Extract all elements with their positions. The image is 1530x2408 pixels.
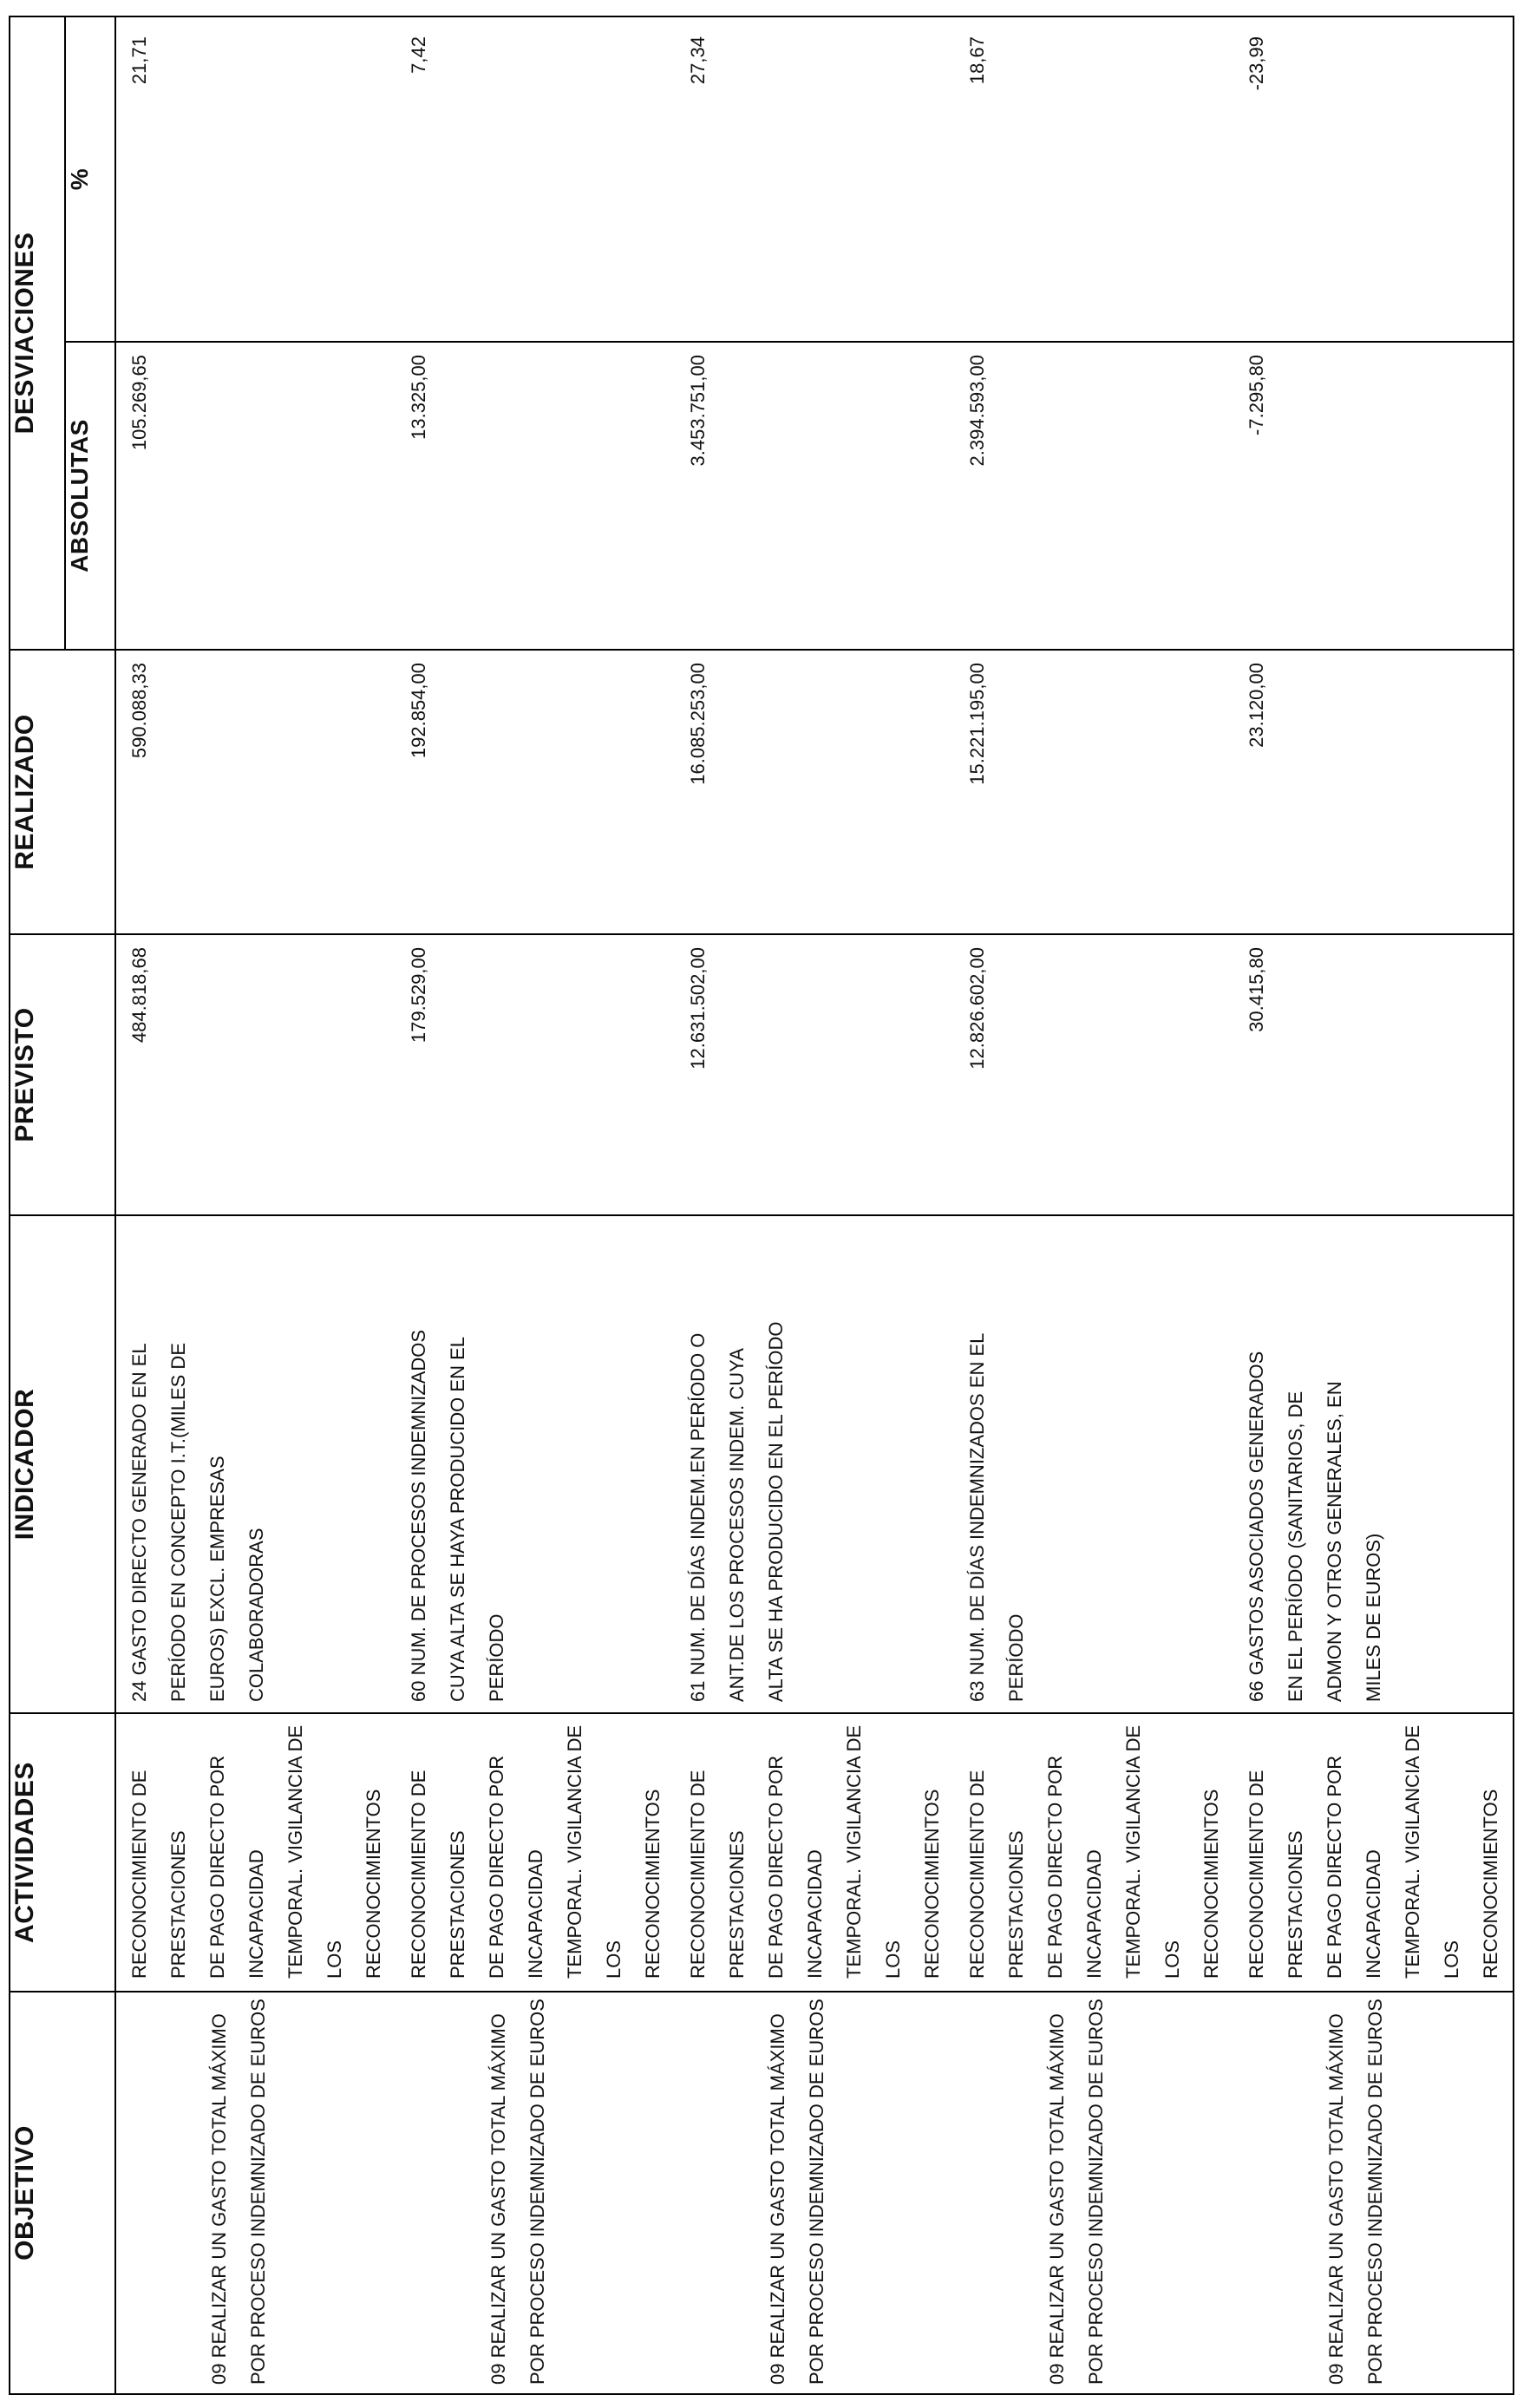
indicador-text: 66 GASTOS ASOCIADOS GENERADOS EN EL PERÍODO (SANITARIOS, DE ADMON Y OTROS GENERALES, EN MILES DE EUROS) [1246, 1351, 1384, 1702]
realizado-value: 16.085.253,00 [687, 663, 709, 785]
table-row [1233, 935, 1513, 1214]
table-row [675, 651, 954, 933]
table-row [1233, 1714, 1513, 1991]
table-row [1233, 343, 1513, 649]
objetivo-text: 09 REALIZAR UN GASTO TOTAL MÁXIMO POR PROCESO INDEMNIZADO DE EUROS [767, 1999, 827, 2385]
table-row [116, 343, 396, 649]
actividades-column [115, 1713, 1514, 1992]
actividades-text: RECONOCIMIENTO DE PRESTACIONES DE PAGO DIRECTO POR INCAPACIDAD TEMPORAL. VIGILANCIA DE LOS RECONOCIMIENTOS [687, 1724, 943, 1979]
table-row [675, 1216, 954, 1712]
porcentaje-value: -23,99 [1246, 36, 1267, 91]
porcentaje-value: 18,67 [966, 36, 988, 85]
header-indicador: INDICADOR [10, 1215, 115, 1713]
table-row [396, 17, 675, 341]
table-row [954, 651, 1233, 933]
realizado-column [115, 650, 1514, 934]
realizado-value: 192.854,00 [408, 663, 429, 759]
objetivo-text: 09 REALIZAR UN GASTO TOTAL MÁXIMO POR PROCESO INDEMNIZADO DE EUROS [487, 1999, 548, 2385]
table-row [116, 935, 396, 1214]
realizado-value: 15.221.195,00 [966, 663, 988, 785]
table-row [954, 17, 1233, 341]
table-row [954, 1216, 1233, 1712]
actividades-text: RECONOCIMIENTO DE PRESTACIONES DE PAGO DIRECTO POR INCAPACIDAD TEMPORAL. VIGILANCIA DE LOS RECONOCIMIENTOS [1246, 1724, 1501, 1979]
indicador-column [115, 1215, 1514, 1713]
absolutas-value: 105.269,65 [128, 355, 150, 451]
header-objetivo: OBJETIVO [10, 1992, 115, 2394]
table-row [116, 1714, 396, 1991]
table-row [1233, 651, 1513, 933]
absolutas-value: 13.325,00 [408, 355, 429, 440]
header-porcentaje: % [65, 16, 115, 342]
porcentaje-value: 7,42 [408, 36, 429, 74]
indicador-text: 61 NUM. DE DÍAS INDEM.EN PERÍODO O ANT.DE LOS PROCESOS INDEM. CUYA ALTA SE HA PRODUCIDO EN EL PERÍODO [687, 1321, 787, 1702]
table-row [675, 1714, 954, 1991]
table-row [396, 343, 675, 649]
table-row [116, 1992, 396, 2393]
table-row [675, 935, 954, 1214]
realizado-value: 23.120,00 [1246, 663, 1267, 748]
absolutas-value: 3.453.751,00 [687, 355, 709, 467]
objetivo-text: 09 REALIZAR UN GASTO TOTAL MÁXIMO POR PROCESO INDEMNIZADO DE EUROS [1325, 1999, 1386, 2385]
objetivo-text: 09 REALIZAR UN GASTO TOTAL MÁXIMO POR PROCESO INDEMNIZADO DE EUROS [1046, 1999, 1107, 2385]
absolutas-column [115, 342, 1514, 650]
absolutas-value: -7.295,80 [1246, 355, 1267, 435]
table-row [954, 343, 1233, 649]
table-row [116, 651, 396, 933]
previsto-value: 484.818,68 [128, 947, 150, 1044]
porcentaje-column [115, 16, 1514, 342]
table-row [116, 17, 396, 341]
actividades-text: RECONOCIMIENTO DE PRESTACIONES DE PAGO DIRECTO POR INCAPACIDAD TEMPORAL. VIGILANCIA DE LOS RECONOCIMIENTOS [408, 1724, 664, 1979]
header-actividades: ACTIVIDADES [10, 1713, 115, 1992]
table-row [1233, 1216, 1513, 1712]
table-row [1233, 17, 1513, 341]
actividades-text: RECONOCIMIENTO DE PRESTACIONES DE PAGO DIRECTO POR INCAPACIDAD TEMPORAL. VIGILANCIA DE LOS RECONOCIMIENTOS [128, 1724, 384, 1979]
table-row [954, 935, 1233, 1214]
table-row [116, 1216, 396, 1712]
previsto-value: 12.631.502,00 [687, 947, 709, 1070]
indicador-text: 24 GASTO DIRECTO GENERADO EN EL PERÍODO EN CONCEPTO I.T.(MILES DE EUROS) EXCL. EMPRESAS COLABORADORAS [128, 1343, 267, 1702]
header-desviaciones: DESVIACIONES [10, 16, 65, 650]
table-row [396, 1992, 675, 2393]
indicators-table [9, 16, 1514, 2395]
previsto-value: 12.826.602,00 [966, 947, 988, 1070]
header-realizado: REALIZADO [10, 650, 115, 934]
actividades-text: RECONOCIMIENTO DE PRESTACIONES DE PAGO DIRECTO POR INCAPACIDAD TEMPORAL. VIGILANCIA DE LOS RECONOCIMIENTOS [966, 1724, 1222, 1979]
porcentaje-value: 27,34 [687, 36, 709, 85]
objetivo-column [115, 1992, 1514, 2394]
header-previsto: PREVISTO [10, 934, 115, 1215]
previsto-column [115, 934, 1514, 1215]
table-row [675, 343, 954, 649]
objetivo-text: 09 REALIZAR UN GASTO TOTAL MÁXIMO POR PROCESO INDEMNIZADO DE EUROS [208, 1999, 269, 2385]
table-row [954, 1714, 1233, 1991]
table-row [396, 651, 675, 933]
absolutas-value: 2.394.593,00 [966, 355, 988, 467]
table-row [396, 935, 675, 1214]
table-row [1233, 1992, 1513, 2393]
porcentaje-value: 21,71 [128, 36, 150, 85]
indicador-text: 60 NUM. DE PROCESOS INDEMNIZADOS CUYA ALTA SE HAYA PRODUCIDO EN EL PERÍODO [408, 1329, 507, 1702]
table-row [954, 1992, 1233, 2393]
table-row [396, 1714, 675, 1991]
previsto-value: 179.529,00 [408, 947, 429, 1044]
indicador-text: 63 NUM. DE DÍAS INDEMNIZADOS EN EL PERÍODO [966, 1332, 1027, 1702]
realizado-value: 590.088,33 [128, 663, 150, 759]
previsto-value: 30.415,80 [1246, 947, 1267, 1032]
table-row [675, 1992, 954, 2393]
table-row [675, 17, 954, 341]
header-absolutas: ABSOLUTAS [65, 342, 115, 650]
table-row [396, 1216, 675, 1712]
